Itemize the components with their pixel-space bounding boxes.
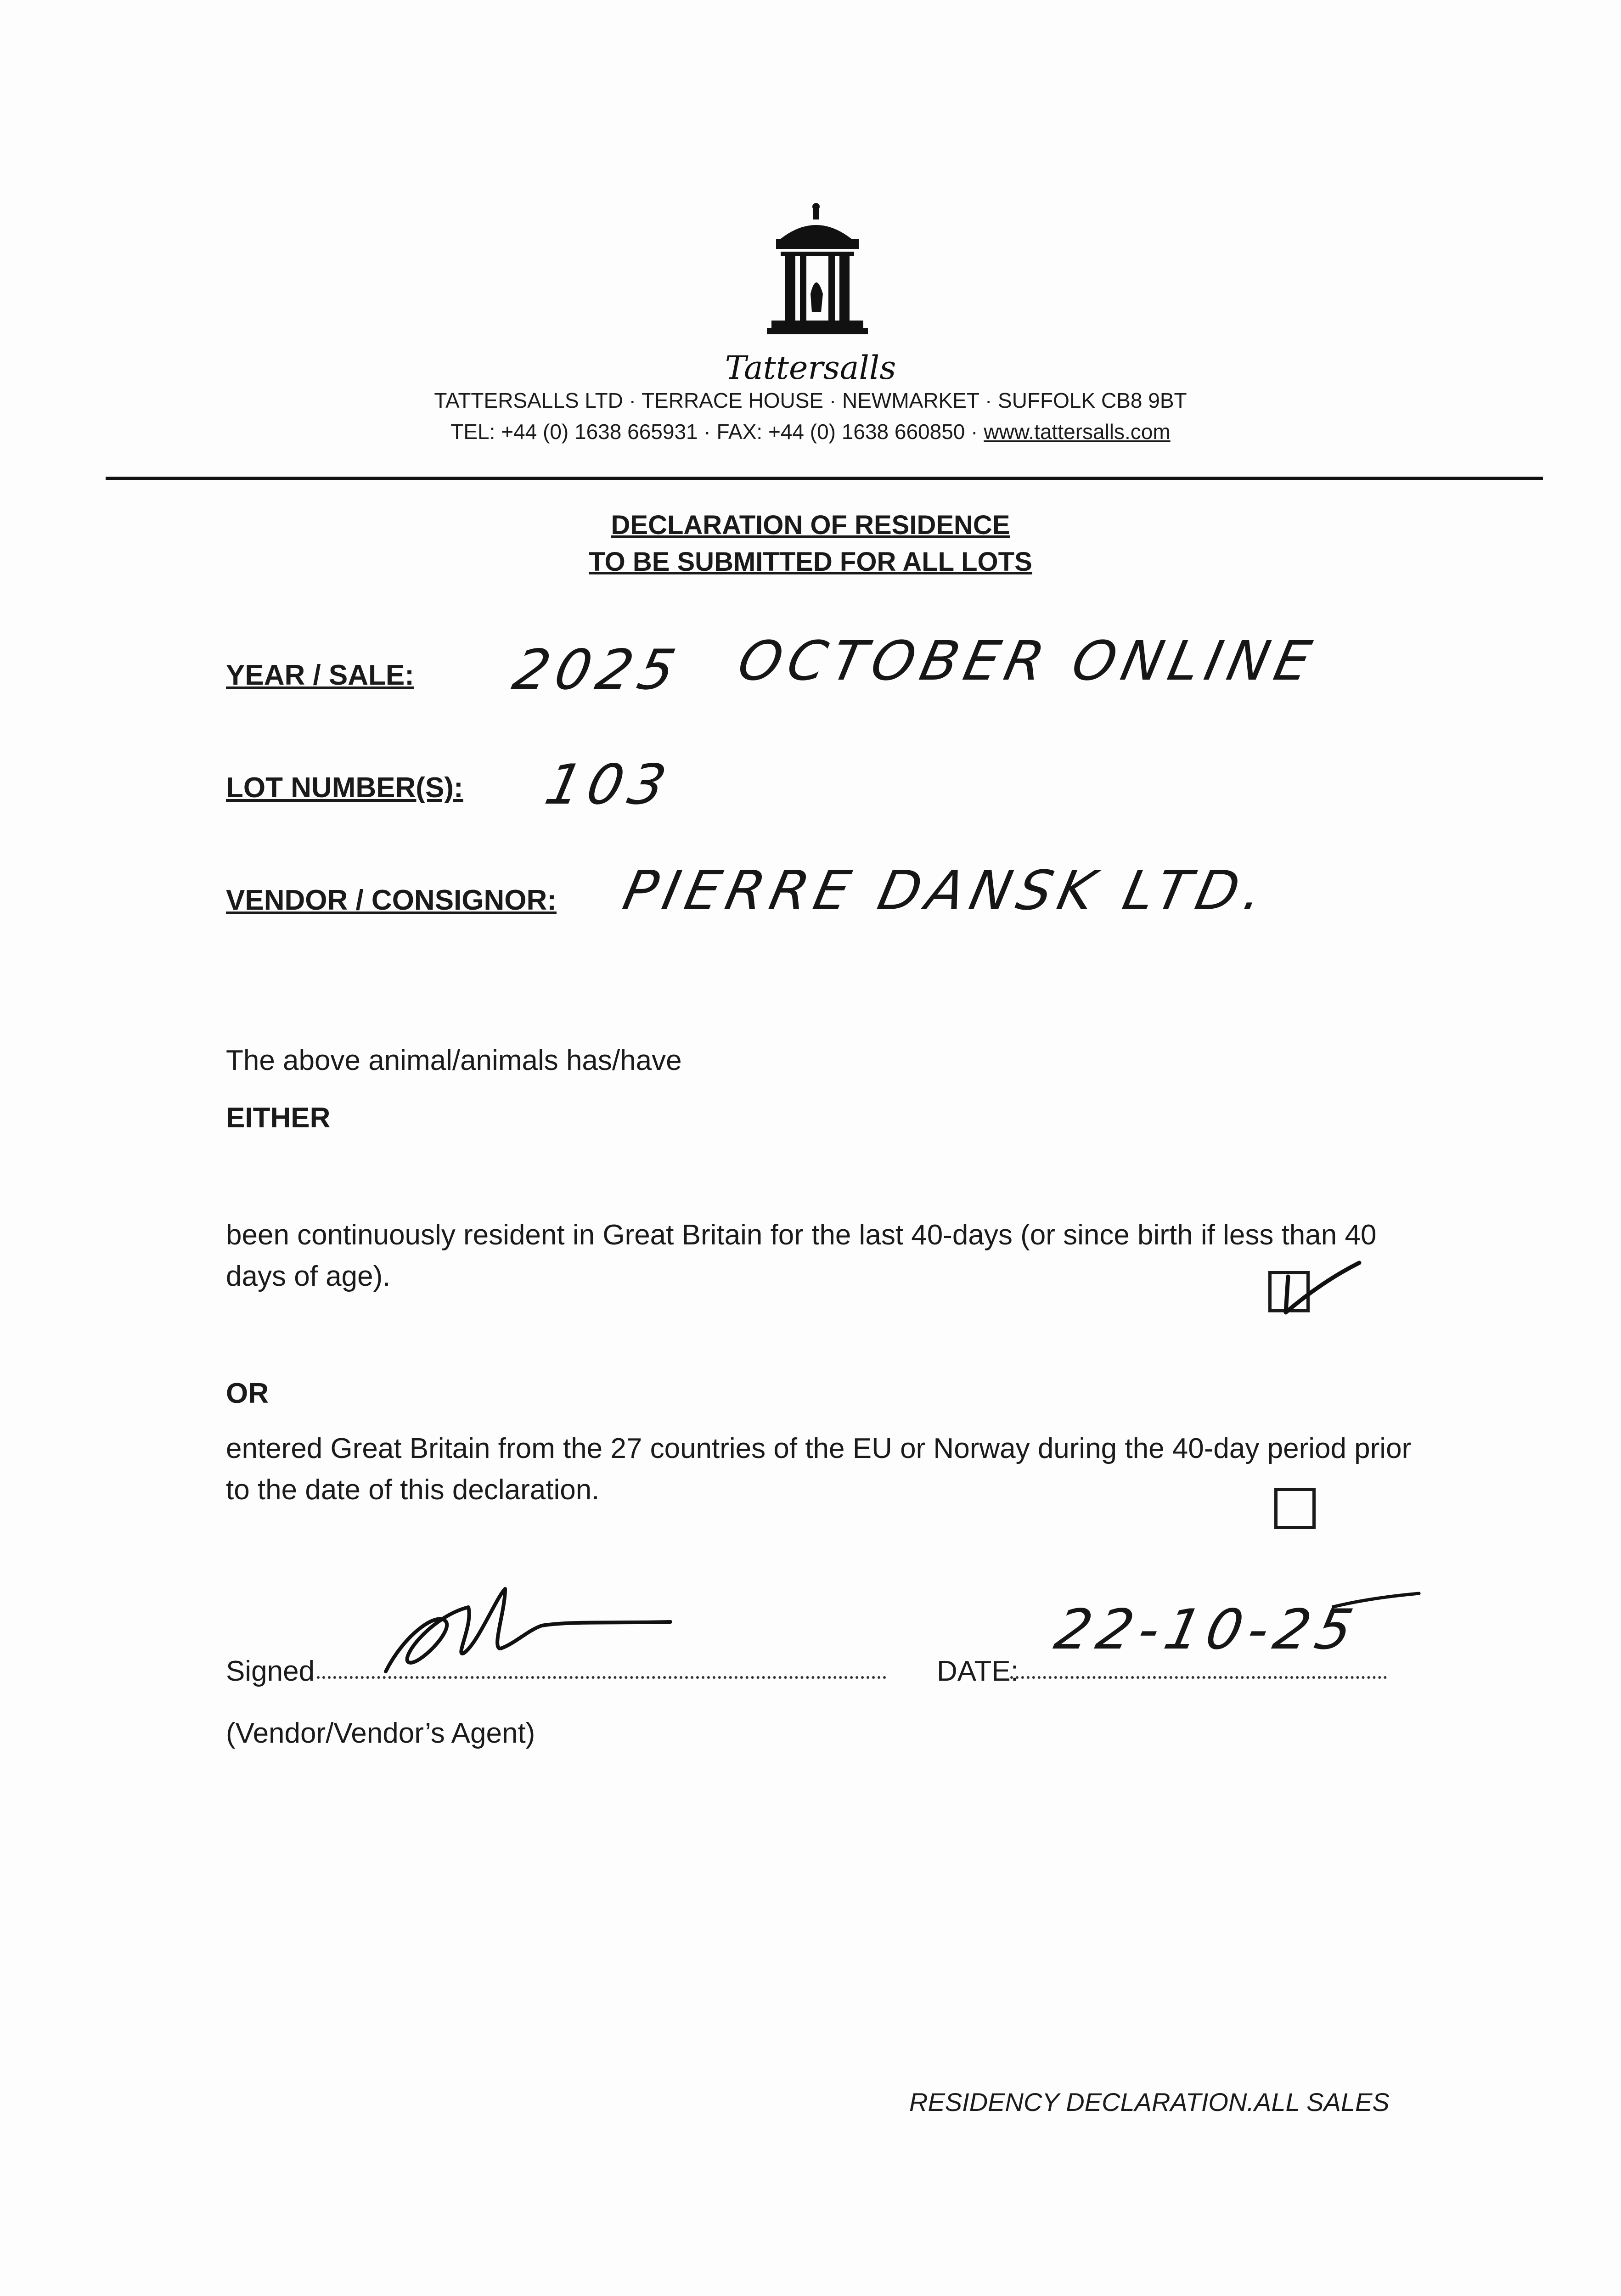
tick-mark-icon bbox=[1267, 1254, 1368, 1322]
signed-label: Signed bbox=[226, 1655, 315, 1687]
option2-text: entered Great Britain from the 27 countries of the EU or Norway during the 40-day period prior to the date of this declaration. bbox=[226, 1433, 1412, 1506]
form-title-line2: TO BE SUBMITTED FOR ALL LOTS bbox=[589, 547, 1032, 577]
date-value[interactable]: 22-10-25 bbox=[1049, 1598, 1365, 1662]
date-line bbox=[1010, 1676, 1387, 1679]
intro-text: The above animal/animals has/have bbox=[226, 1045, 682, 1076]
lot-number-label: LOT NUMBER(S): bbox=[226, 772, 463, 804]
lot-value[interactable]: 103 bbox=[540, 753, 678, 817]
brand-name: Tattersalls bbox=[725, 349, 896, 387]
vendor-value[interactable]: PIERRE DANSK LTD. bbox=[618, 859, 1276, 922]
sale-value[interactable]: OCTOBER ONLINE bbox=[732, 629, 1323, 692]
date-label: DATE: bbox=[937, 1655, 1019, 1687]
option2-checkbox[interactable] bbox=[1274, 1488, 1316, 1529]
contact-line bbox=[0, 419, 1621, 444]
vendor-label: VENDOR / CONSIGNOR: bbox=[226, 884, 557, 916]
company-address: TATTERSALLS LTD · TERRACE HOUSE · NEWMARKET · SUFFOLK CB8 9BT bbox=[434, 388, 1187, 412]
signer-role: (Vendor/Vendor’s Agent) bbox=[226, 1717, 535, 1749]
year-value[interactable]: 2025 bbox=[507, 638, 687, 702]
form-title-line1: DECLARATION OF RESIDENCE bbox=[611, 510, 1010, 540]
header-divider bbox=[106, 477, 1543, 480]
website-link[interactable]: www.tattersalls.com bbox=[984, 420, 1171, 444]
tattersalls-logo-icon bbox=[762, 202, 872, 340]
or-label: OR bbox=[226, 1378, 269, 1409]
date-flourish bbox=[1332, 1589, 1424, 1616]
form-footer: RESIDENCY DECLARATION.ALL SALES bbox=[909, 2088, 1390, 2116]
either-label: EITHER bbox=[226, 1102, 331, 1134]
year-sale-label: YEAR / SALE: bbox=[226, 659, 414, 691]
option1-text: been continuously resident in Great Britain for the last 40-days (or since birth if less than 40 days of age). bbox=[226, 1219, 1377, 1292]
contact-details: TEL: +44 (0) 1638 665931 · FAX: +44 (0) 1638 660850 · bbox=[450, 420, 984, 444]
signature-mark[interactable] bbox=[377, 1580, 680, 1685]
